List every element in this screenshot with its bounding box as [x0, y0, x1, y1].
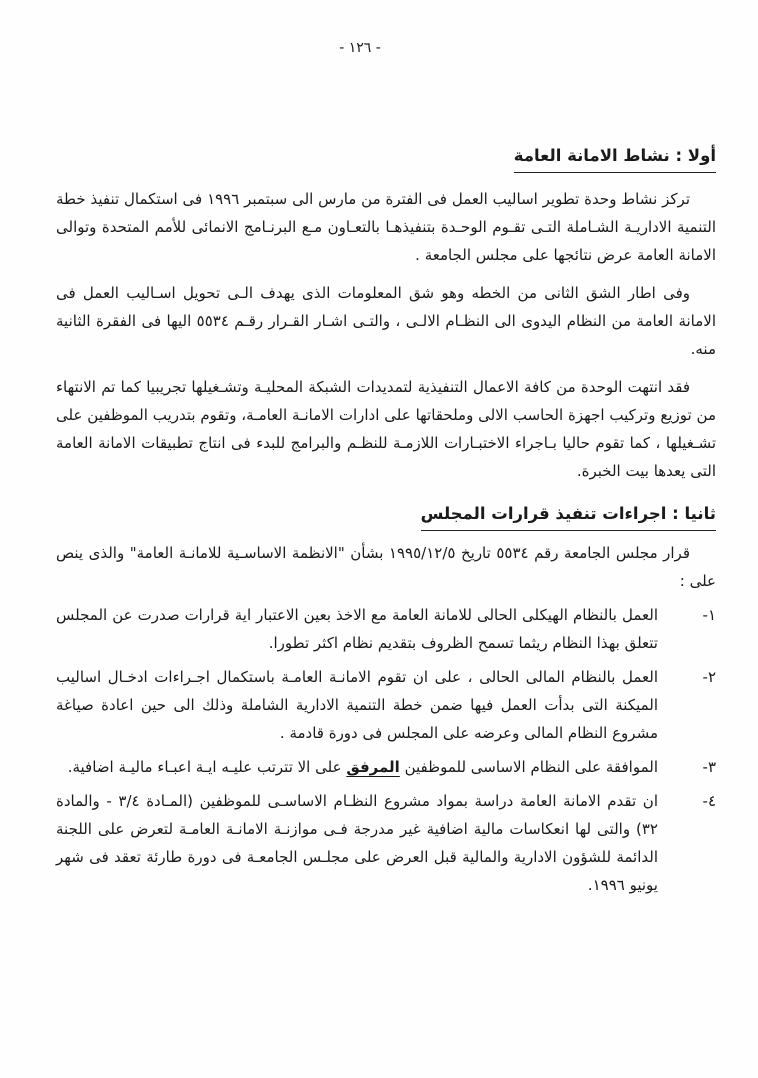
- item-4-text: [56, 787, 658, 899]
- item-2-text-before: العمل بالنظام المالى الحالى ، على ان تقوم الامانـة العامـة باستكمال اجـراءات ادخـال اساليب الميكنة التى بدأت العمل فيها ضمن خطة التنمية الادارية الشاملة وذلك الى حين اعادة صياغة مشروع النظام المالى وعرضه على المجلس فى دورة قادمة .: [56, 668, 658, 742]
- paragraph-3: فقد انتهت الوحدة من كافة الاعمال التنفيذية لتمديدات الشبكة المحليـة وتشـغيلها تجريبيا كما تم الانتهاء من توزيع وتركيب اجهزة الحاسب الالى وملحقاتها على ادارات الامانـة العامـة، وتقوم بتدريب الموظفين على تشـغيلها ، كما تقوم حاليا بـاجراء الاختبـارات اللازمـة للنظـم والبرامج للبدء فى انتاج تطبيقات الامانة العامة التى يعدها بيت الخبرة.: [56, 378, 716, 480]
- item-4-text-before: ان تقدم الامانة العامة دراسة بمواد مشروع النظـام الاساسـى للموظفين (المـادة ٣/٤ - والمادة ٣٢) والتى لها انعكاسات مالية اضافية غير مدرجة فـى موازنـة الامانـة العامـة لتعرض على اللجنة الدائمة للشؤون الادارية والمالية قبل العرض على مجلـس الجامعـة فى دورة طارئة تعقد فى شهر يونيو ١٩٩٦.: [56, 792, 658, 894]
- item-3-text: [56, 753, 658, 781]
- item-4-number: ٤-: [702, 792, 716, 810]
- section1-heading-text: أولا : نشاط الامانة العامة: [514, 145, 716, 173]
- list-item-1: [56, 601, 716, 657]
- item-2-number: ٢-: [702, 668, 716, 686]
- section2-heading: [56, 503, 716, 531]
- list-item-4: [56, 787, 716, 899]
- item-3-text-before: الموافقة على النظام الاساسى للموظفين: [399, 758, 658, 776]
- paragraph-2: وفى اطار الشق الثانى من الخطه وهو شق المعلومات الذى يهدف الـى تحويل اسـاليب العمل فى الامانة العامة من النظام اليدوى الى النظـام الالـى ، والتـى اشـار القـرار رقـم ٥٥٣٤ اليها فى الفقرة الثانية منه.: [56, 284, 716, 358]
- item-3-number: ٣-: [702, 758, 716, 776]
- list-item-2: [56, 663, 716, 747]
- item-1-number: ١-: [702, 606, 716, 624]
- paragraph-1: تركز نشاط وحدة تطوير اساليب العمل فى الفترة من مارس الى سبتمبر ١٩٩٦ فى استكمال تنفيذ خطة التنمية الاداريـة الشـاملة التـى تقـوم الوحـدة بتنفيذهـا بالتعـاون مـع البرنـامج الانمائى للأمم المتحدة وتوالى الامانة العامة عرض نتائجها على مجلس الجامعة .: [56, 190, 716, 264]
- item-3-text-after: على الا تترتب عليـه ايـة اعبـاء ماليـة اضافية.: [67, 758, 347, 776]
- list-item-3: [56, 753, 716, 781]
- page-number: - ١٢٦ -: [339, 40, 381, 56]
- section2-heading-text: ثانيا : اجراءات تنفيذ قرارات المجلس: [421, 503, 716, 531]
- item-1-text-before: العمل بالنظام الهيكلى الحالى للامانة العامة مع الاخذ بعين الاعتبار اية قرارات صدرت عن المجلس تتعلق بهذا النظام ريثما تسمح الظروف بتقديم نظام اكثر تطورا.: [56, 606, 658, 652]
- item-1-text: [56, 601, 658, 657]
- decision-intro: قرار مجلس الجامعة رقم ٥٥٣٤ تاريخ ١٩٩٥/١٢/٥ بشأن "الانظمة الاساسـية للامانـة العامة" والذى ينص على :: [56, 544, 716, 590]
- item-3-underlined-word: المرفق: [346, 758, 400, 776]
- item-2-text: [56, 663, 658, 747]
- numbered-list: [56, 601, 716, 899]
- section1-heading: [56, 145, 716, 173]
